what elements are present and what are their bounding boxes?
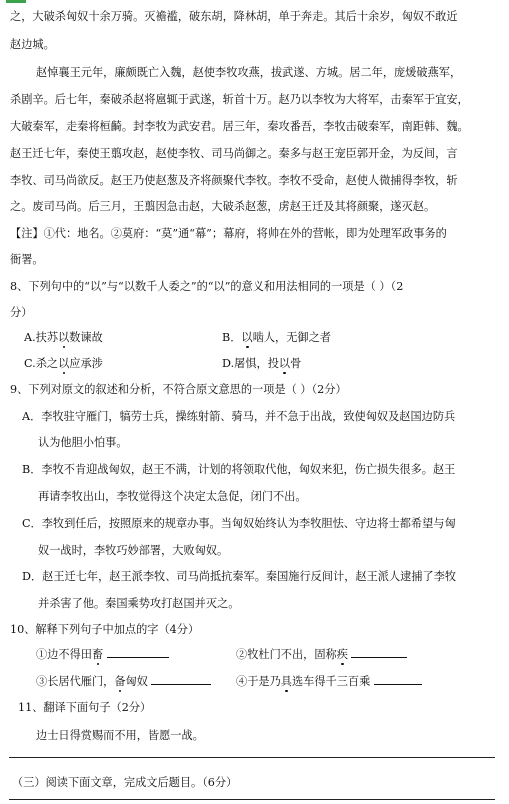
passage-line: 之，大破杀匈奴十余万骑。灭襜褴，破东胡，降林胡，单于奔走。其后十余岁，匈奴不敢近	[10, 10, 458, 23]
passage-line: 李牧、司马尚欲反。赵王乃使赵葱及齐将颜聚代李牧。李牧不受命，赵使人微捕得李牧，斩	[10, 174, 458, 187]
q8-option-b: B．以啮人，无御之者	[222, 331, 331, 344]
q9-option-c: C．李牧到任后，按照原来的规章办事。当匈奴始终认为李牧胆怯、守边将士都希望与匈	[22, 517, 456, 530]
passage-line: 之。废司马尚。后三月，王翦因急击赵，大破杀赵葱，虏赵王迁及其将颜聚，遂灭赵。	[10, 200, 436, 213]
q10-item-1: ①边不得田畜	[36, 647, 169, 662]
answer-blank[interactable]	[374, 674, 422, 685]
q10-item-2: ②牧杜门不出，固称疾	[236, 647, 407, 662]
q8-option-a: A.扶苏以数谏故	[24, 331, 103, 344]
answer-blank[interactable]	[107, 647, 169, 658]
top-edge-mark	[6, 0, 26, 3]
answer-blank[interactable]	[351, 647, 407, 658]
passage-line: 赵王迁七年，秦使王翦攻赵，赵使李牧、司马尚御之。秦多与赵王宠臣郭开金，为反间，言	[10, 147, 458, 160]
q9-option-a: A．李牧驻守雁门，犒劳士兵，操练射箭、骑马，并不急于出战，致使匈奴及赵国边防兵	[22, 410, 456, 423]
q10-item-3: ③长居代雁门，备匈奴	[36, 674, 211, 689]
q11-sentence: 边士日得赏赐而不用，皆愿一战。	[36, 729, 204, 742]
passage-line: 赵悼襄王元年，廉颇既亡入魏，赵使李牧攻燕，拔武遂、方城。居二年，庞煖破燕军，	[36, 66, 462, 79]
answer-blank[interactable]	[151, 674, 211, 685]
section-3-heading: （三）阅读下面文章，完成文后题目。（6分）	[12, 776, 238, 789]
question-8-stem-cont: 分）	[10, 306, 33, 319]
passage-line: 杀剧辛。后七年，秦破杀赵将扈辄于武遂，斩首十万。赵乃以李牧为大将军，击秦军于宜安，	[10, 93, 469, 106]
q9-option-c-cont: 奴一战时，李牧巧妙部署，大败匈奴。	[38, 544, 229, 557]
passage-line: 赵边城。	[10, 38, 55, 51]
bottom-divider	[9, 799, 495, 800]
q9-option-a-cont: 认为他胆小怕事。	[38, 436, 128, 449]
q10-item-4: ④于是乃具选车得千三百乘	[236, 674, 422, 689]
q9-option-d: D．赵王迁七年，赵王派李牧、司马尚抵抗秦军。秦国施行反间计，赵王派人逮捕了李牧	[22, 570, 457, 583]
note-line: 【注】①代：地名。②莫府：“莫”通“幕”；幕府，将帅在外的营帐，即为处理军政事务的	[10, 227, 447, 240]
note-line: 衙署。	[10, 253, 44, 266]
question-9-stem: 9、下列对原文的叙述和分析，不符合原文意思的一项是（ ）（2分）	[10, 383, 347, 396]
q9-option-d-cont: 并杀害了他。秦国乘势攻打赵国并灭之。	[38, 597, 240, 610]
section-divider	[9, 757, 495, 758]
q9-option-b-cont: 再请李牧出山，李牧觉得这个决定太急促，闭门不出。	[38, 490, 307, 503]
question-8-stem: 8、下列句中的“以”与“以数千人委之”的“以”的意义和用法相同的一项是（ ）（2	[10, 280, 404, 293]
q9-option-b: B．李牧不肯迎战匈奴，赵王不满，计划的将领取代他，匈奴来犯，伤亡损失很多。赵王	[22, 463, 456, 476]
question-11-stem: 11、翻译下面句子（2分）	[18, 701, 152, 714]
q8-option-d: D.屠惧，投以骨	[222, 357, 302, 370]
q8-option-c: C.杀之以应承涉	[24, 357, 103, 370]
question-10-stem: 10、解释下列句子中加点的字（4分）	[10, 623, 200, 636]
passage-line: 大破秦军，走秦将桓齮。封李牧为武安君。居三年，秦攻番吾，李牧击破秦军，南距韩、魏。	[10, 120, 469, 133]
